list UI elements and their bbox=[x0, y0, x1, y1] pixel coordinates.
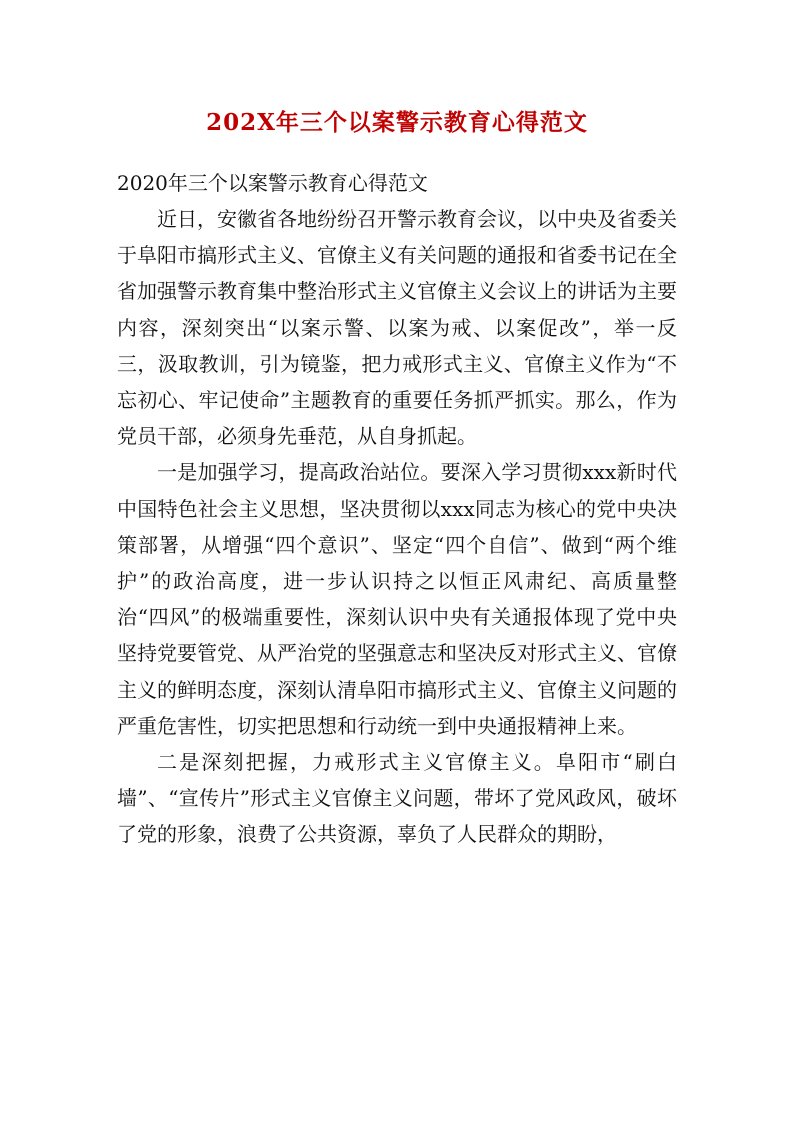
paragraph-1: 近日，安徽省各地纷纷召开警示教育会议，以中央及省委关于阜阳市搞形式主义、官僚主义有关问题的通报和省委书记在全省加强警示教育集中整治形式主义官僚主义会议上的讲话为主要内容，深刻突出“以案示警、以案为戒、以案促改”，举一反三，汲取教训，引为镜鉴，把力戒形式主义、官僚主义作为“不忘初心、牢记使命”主题教育的重要任务抓严抓实。那么，作为党员干部，必须身先垂范，从自身抓起。 bbox=[117, 207, 677, 449]
document-title: 202X年三个以案警示教育心得范文 bbox=[206, 109, 588, 136]
paragraph-2: 一是加强学习，提高政治站位。要深入学习贯彻xxx新时代中国特色社会主义思想，坚决贯彻以xxx同志为核心的党中央决策部署，从增强“四个意识”、坚定“四个自信”、做到“两个维护”的政治高度，进一步认识持之以恒正风肃纪、高质量整治“四风”的极端重要性，深刻认识中央有关通报体现了党中央坚持党要管党、从严治党的坚强意志和坚决反对形式主义、官僚主义的鲜明态度，深刻认清阜阳市搞形式主义、官僚主义问题的严重危害性，切实把思想和行动统一到中央通报精神上来。 bbox=[117, 460, 677, 738]
document-subtitle: 2020年三个以案警示教育心得范文 bbox=[117, 171, 428, 195]
paragraph-3: 二是深刻把握，力戒形式主义官僚主义。阜阳市“刷白墙”、“宣传片”形式主义官僚主义问题，带坏了党风政风，破坏了党的形象，浪费了公共资源，辜负了人民群众的期盼， bbox=[117, 750, 677, 847]
document-body bbox=[117, 165, 677, 853]
